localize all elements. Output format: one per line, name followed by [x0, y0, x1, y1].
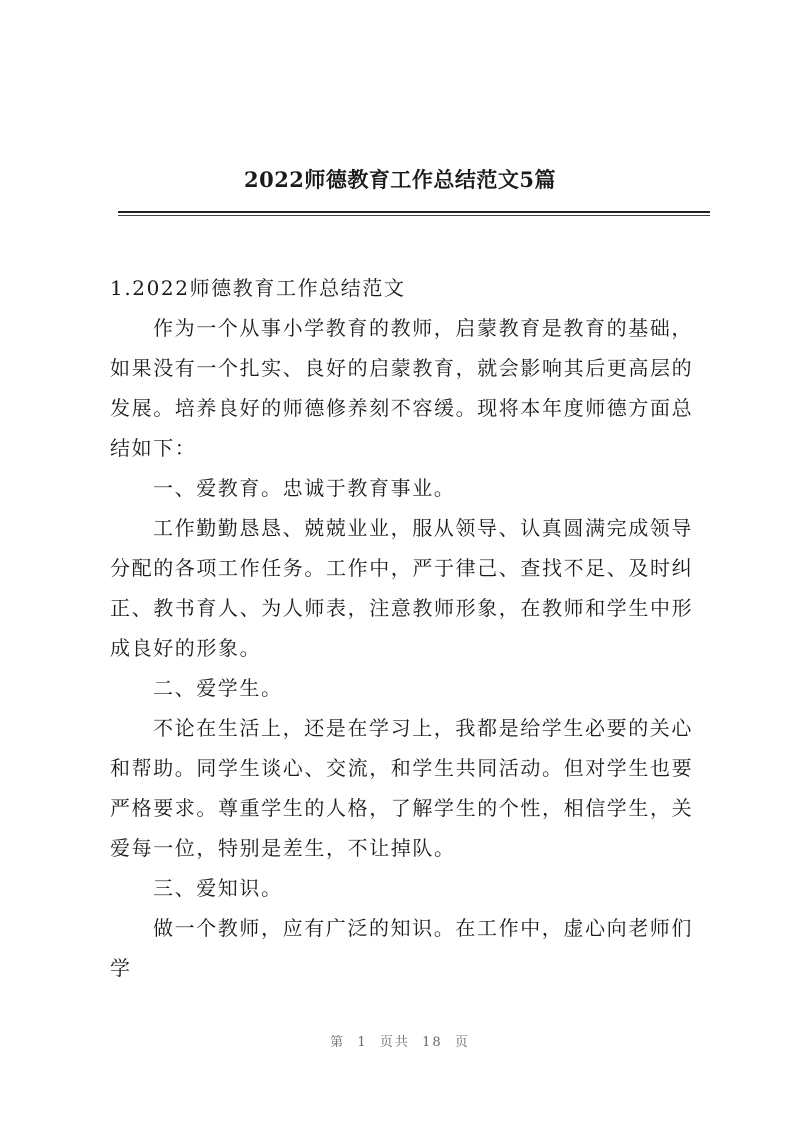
paragraph-intro: 作为一个从事小学教育的教师，启蒙教育是教育的基础，如果没有一个扎实、良好的启蒙教育，就会影响其后更高层的发展。培养良好的师德修养刻不容缓。现将本年度师德方面总结如下：	[110, 316, 694, 460]
page-footer: 第 1 页共 18 页	[330, 1035, 470, 1050]
document-body	[110, 268, 710, 988]
title-divider	[118, 211, 710, 213]
document-title: 2022师德教育工作总结范文5篇	[243, 167, 557, 192]
subheading-love-education: 一、爱教育。忠诚于教育事业。	[153, 476, 456, 500]
subheading-love-knowledge: 三、爱知识。	[153, 876, 283, 900]
title-divider-thin	[118, 215, 710, 216]
paragraph-work-attitude: 工作勤勤恳恳、兢兢业业，服从领导、认真圆满完成领导分配的各项工作任务。工作中，严于律己、查找不足、及时纠正、教书育人、为人师表，注意教师形象，在教师和学生中形成良好的形象。	[110, 516, 694, 660]
subheading-love-students: 二、爱学生。	[153, 676, 283, 700]
paragraph-knowledge: 做一个教师，应有广泛的知识。在工作中，虚心向老师们学	[110, 916, 693, 980]
section-heading: 1.2022师德教育工作总结范文	[110, 276, 406, 300]
paragraph-care-students: 不论在生活上，还是在学习上，我都是给学生必要的关心和帮助。同学生谈心、交流，和学生共同活动。但对学生也要严格要求。尊重学生的人格，了解学生的个性，相信学生，关爱每一位，特别是差生，不让掉队。	[110, 716, 694, 860]
